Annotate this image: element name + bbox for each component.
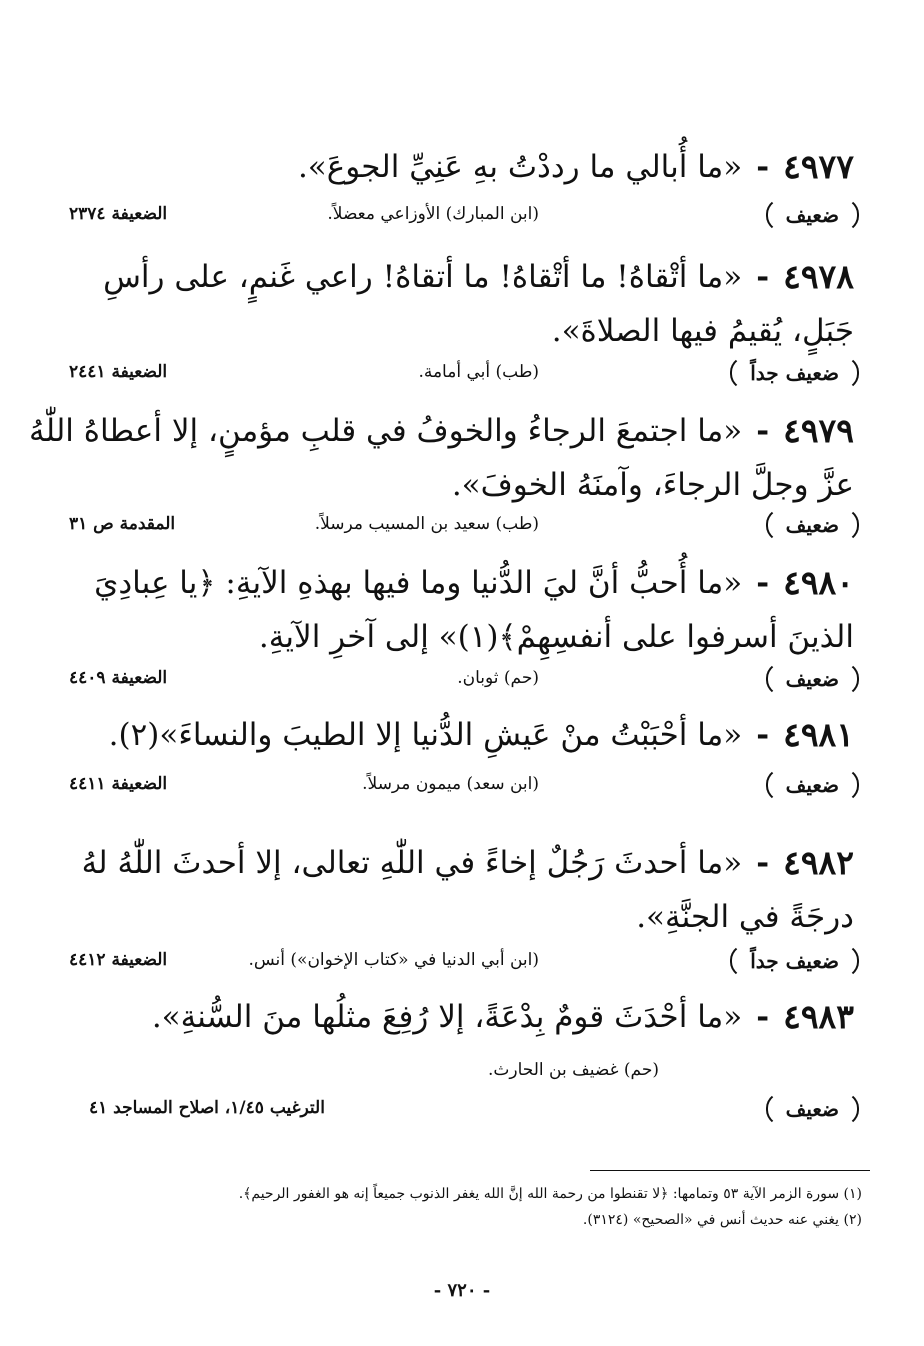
- hadith-entry-4982: [64, 836, 854, 944]
- hadith-meta: [69, 354, 859, 394]
- hadith-meta: [69, 1052, 859, 1092]
- hadith-number: ٤٩٨٠: [783, 563, 854, 602]
- hadith-entry-4981: [64, 708, 854, 762]
- hadith-text-line: [64, 708, 854, 762]
- source-text: (طب) سعيد بن المسيب مرسلاً.: [314, 514, 539, 534]
- separator: -: [756, 845, 770, 881]
- hadith-text: «ما أحْدَثَ قومٌ بِدْعَةً، إلا رُفِعَ مثلُها منَ السُّنةِ».: [151, 999, 743, 1035]
- hadith-text-line: [28, 404, 854, 458]
- hadith-entry-4979: [28, 404, 854, 512]
- separator: -: [756, 565, 770, 601]
- source-text: (ابن أبي الدنيا في «كتاب الإخوان») أنس.: [248, 950, 539, 970]
- hadith-text-line: [64, 250, 854, 304]
- footnote-1: (١) سورة الزمر الآية ٥٣ وتمامها: ﴿لا تقنطوا من رحمة الله إنَّ الله يغفر الذنوب جميعاً إنه هو الغفور الرحيم﴾.: [238, 1186, 862, 1202]
- hadith-meta: [69, 942, 859, 982]
- hadith-meta: [69, 1090, 859, 1130]
- hadith-meta: [69, 660, 859, 700]
- separator: -: [756, 999, 770, 1035]
- source-text: (طب) أبي أمامة.: [418, 362, 539, 382]
- reference-text: المقدمة ص ٣١: [69, 514, 176, 534]
- hadith-meta: [69, 196, 859, 236]
- separator: -: [756, 259, 770, 295]
- source-text: (ابن سعد) ميمون مرسلاً.: [362, 774, 539, 794]
- reference-text: الضعيفة ٢٤٤١: [69, 362, 168, 382]
- hadith-text-line: [64, 990, 854, 1044]
- hadith-text-continuation: جَبَلٍ، يُقيمُ فيها الصلاةَ».: [551, 313, 854, 349]
- hadith-entry-4980: [64, 556, 854, 664]
- hadith-text-line: [64, 140, 854, 194]
- source-text: (ابن المبارك) الأوزاعي معضلاً.: [327, 204, 539, 224]
- grade-label: ضعيف جداً: [730, 942, 859, 980]
- reference-text: الضعيفة ٤٤٠٩: [69, 668, 168, 688]
- hadith-text-continuation: عزَّ وجلَّ الرجاءَ، وآمنَهُ الخوفَ».: [451, 467, 854, 503]
- hadith-text: «ما أتْقاهُ! ما أتْقاهُ! ما أتقاهُ! راعي غَنمٍ، على رأسِ: [103, 259, 743, 295]
- hadith-number: ٤٩٨٢: [783, 843, 854, 882]
- hadith-text: «ما أُحبُّ أنَّ ليَ الدُّنيا وما فيها بهذهِ الآيةِ: ﴿يا عِبادِيَ: [94, 565, 743, 601]
- footnote-2: (٢) يغني عنه حديث أنس في «الصحيح» (٣١٢٤).: [582, 1212, 862, 1228]
- hadith-text-continuation: درجَةً في الجنَّةِ».: [636, 899, 854, 935]
- separator: -: [756, 413, 770, 449]
- hadith-text: «ما أحْبَبْتُ منْ عَيشِ الدُّنيا إلا الطيبَ والنساءَ»(٢).: [108, 717, 743, 753]
- hadith-meta: [69, 506, 859, 546]
- hadith-text-continuation: الذينَ أسرفوا على أنفسِهِمْ﴾(١)» إلى آخرِ الآيةِ.: [258, 619, 854, 655]
- hadith-number: ٤٩٨١: [783, 715, 854, 754]
- hadith-number: ٤٩٧٩: [783, 411, 854, 450]
- grade-label: ضعيف: [766, 196, 859, 234]
- hadith-text: «ما اجتمعَ الرجاءُ والخوفُ في قلبِ مؤمنٍ، إلا أعطاهُ اللّٰهُ: [28, 413, 743, 449]
- hadith-entry-4977: [64, 140, 854, 194]
- page-number: - ٧٢٠ -: [433, 1280, 491, 1301]
- source-text: (حم) غضيف بن الحارث.: [487, 1060, 659, 1080]
- hadith-number: ٤٩٧٧: [783, 147, 854, 186]
- separator: -: [756, 717, 770, 753]
- grade-label: ضعيف: [766, 660, 859, 698]
- hadith-number: ٤٩٧٨: [783, 257, 854, 296]
- reference-text: الترغيب ١/٤٥، اصلاح المساجد ٤١: [89, 1098, 325, 1118]
- hadith-meta: [69, 766, 859, 806]
- footnote-divider: [590, 1170, 870, 1171]
- grade-label: ضعيف: [766, 506, 859, 544]
- hadith-text-line: [64, 556, 854, 610]
- hadith-entry-4978: [64, 250, 854, 358]
- hadith-text: «ما أحدثَ رَجُلٌ إخاءً في اللّٰهِ تعالى، إلا أحدثَ اللّٰهُ لهُ: [81, 845, 743, 881]
- grade-label: ضعيف: [766, 1090, 859, 1128]
- hadith-entry-4983: [64, 990, 854, 1044]
- hadith-text: «ما أُبالي ما رددْتُ بهِ عَنِيِّ الجوعَ».: [297, 149, 743, 185]
- reference-text: الضعيفة ٤٤١١: [69, 774, 168, 794]
- grade-label: ضعيف جداً: [730, 354, 859, 392]
- separator: -: [756, 149, 770, 185]
- grade-label: ضعيف: [766, 766, 859, 804]
- source-text: (حم) ثوبان.: [457, 668, 539, 688]
- hadith-number: ٤٩٨٣: [783, 997, 854, 1036]
- reference-text: الضعيفة ٢٣٧٤: [69, 204, 168, 224]
- hadith-text-line: [64, 836, 854, 890]
- reference-text: الضعيفة ٤٤١٢: [69, 950, 168, 970]
